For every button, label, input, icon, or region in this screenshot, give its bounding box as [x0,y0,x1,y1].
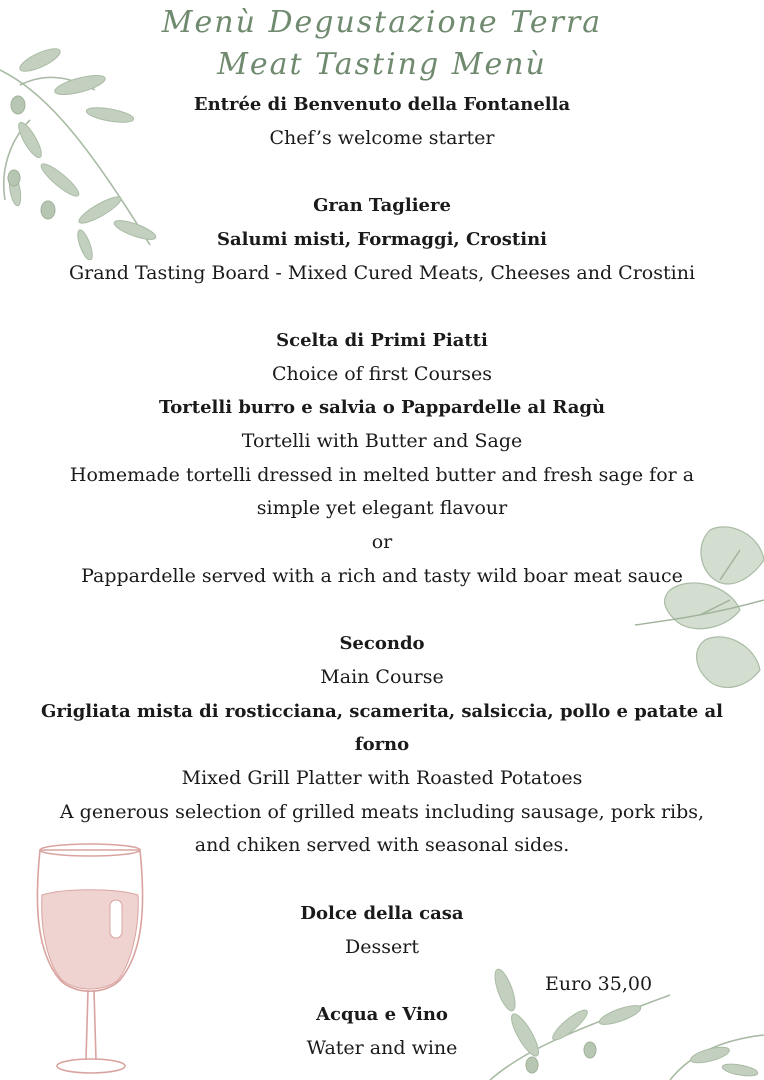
first-option1-en: Tortelli with Butter and Sage [241,430,523,452]
drinks-it: Acqua e Vino [316,1003,448,1025]
menu-price: Euro 35,00 [545,973,653,995]
second-course-it: Secondo [339,633,425,655]
second-course-en: Main Course [320,665,444,688]
drinks-en: Water and wine [306,1036,458,1059]
first-option1-desc-2: simple yet elegant flavour [256,497,508,520]
second-dish-it-2: forno [354,734,410,756]
first-course-en: Choice of first Courses [272,362,492,385]
dessert-en: Dessert [345,935,419,958]
first-or: or [371,531,393,554]
menu-title-english: Meat Tasting Menù [217,47,547,82]
first-course-it: Scelta di Primi Piatti [276,329,488,351]
dessert-it: Dolce della casa [300,902,464,924]
first-option2-desc: Pappardelle served with a rich and tasty wild boar meat sauce [81,564,683,587]
menu-body [30,88,734,1065]
second-dish-en: Mixed Grill Platter with Roasted Potatoes [181,767,583,790]
board-course-it: Gran Tagliere [313,195,451,217]
board-course-en: Grand Tasting Board - Mixed Cured Meats, Cheeses and Crostini [68,261,696,284]
welcome-course-en: Chef’s welcome starter [269,126,495,149]
welcome-course-it: Entrée di Benvenuto della Fontanella [193,94,571,115]
menu-title-italian: Menù Degustazione Terra [161,5,603,40]
first-option1-desc-1: Homemade tortelli dressed in melted butter and fresh sage for a [69,463,695,486]
second-desc-1: A generous selection of grilled meats including sausage, pork ribs, [59,800,705,823]
first-course-options-it: Tortelli burro e salvia o Pappardelle al Ragù [158,397,606,419]
second-desc-2: and chiken served with seasonal sides. [194,834,570,857]
second-dish-it-1: Grigliata mista di rosticciana, scamerita, salsiccia, pollo e patate al [41,700,723,722]
board-course-it-sub: Salumi misti, Formaggi, Crostini [216,228,547,250]
